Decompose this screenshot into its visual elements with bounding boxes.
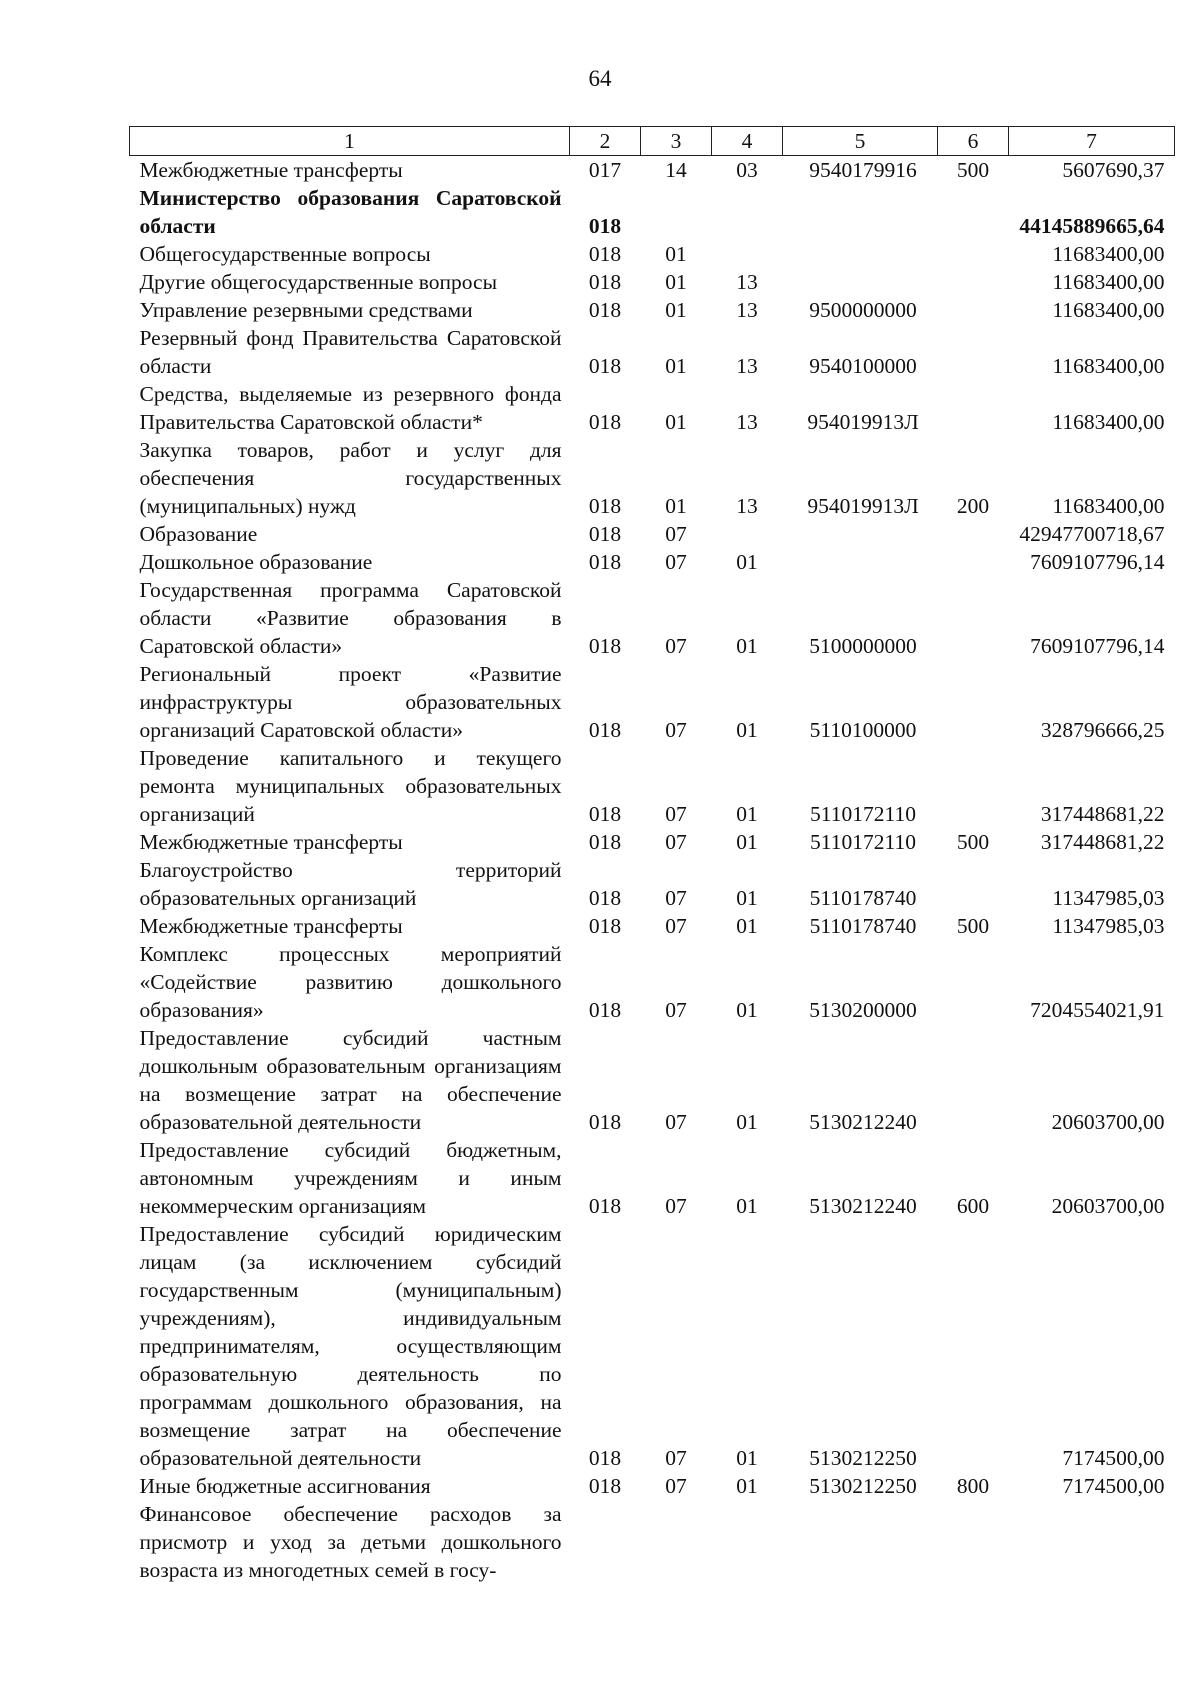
row-section-code: 07	[665, 1194, 687, 1218]
row-subsection-code: 13	[736, 494, 758, 518]
row-expense-type	[938, 296, 1009, 324]
row-amount	[1009, 1500, 1175, 1584]
row-section-code: 07	[665, 522, 687, 546]
row-subsection-code: 01	[736, 1446, 758, 1470]
table-row	[130, 856, 1175, 912]
row-gr-code: 018	[588, 550, 622, 574]
table-row	[130, 380, 1175, 436]
row-name: Образование	[139, 522, 258, 546]
row-amount: 11683400,00	[1052, 410, 1165, 434]
row-expense-type: 200	[956, 494, 990, 518]
row-subsection-code: 01	[736, 718, 758, 742]
row-subsection-code: 01	[736, 886, 758, 910]
row-target-article: 5130200000	[809, 998, 917, 1022]
row-section-code	[641, 1500, 712, 1584]
row-amount: 317448681,22	[1040, 830, 1165, 854]
row-name: Иные бюджетные ассигнования	[139, 1474, 431, 1498]
row-subsection-code: 13	[736, 410, 758, 434]
row-gr-code: 018	[588, 634, 622, 658]
row-expense-type	[938, 324, 1009, 380]
row-name: Благоустройство территорий образовательных организаций	[139, 858, 562, 910]
row-target-article	[783, 1500, 938, 1584]
row-amount: 11683400,00	[1052, 494, 1165, 518]
row-subsection-code: 03	[736, 158, 758, 182]
row-name: Предоставление субсидий частным дошкольным образовательным организациям на возмещение затрат на обеспечение образовательной деятельности	[139, 1026, 562, 1134]
row-target-article	[783, 268, 938, 296]
row-subsection-code: 01	[736, 1194, 758, 1218]
row-expense-type	[938, 856, 1009, 912]
row-gr-code: 018	[588, 802, 622, 826]
row-target-article: 5130212250	[809, 1446, 917, 1470]
row-name: Межбюджетные трансферты	[139, 158, 403, 182]
table-row	[130, 1136, 1175, 1220]
row-target-article: 5110172110	[810, 830, 916, 854]
row-amount: 11347985,03	[1052, 886, 1165, 910]
row-name: Межбюджетные трансферты	[139, 914, 403, 938]
row-subsection-code	[712, 520, 783, 548]
table-row	[130, 324, 1175, 380]
row-subsection-code	[712, 240, 783, 268]
row-section-code: 01	[665, 354, 687, 378]
row-amount: 11347985,03	[1052, 914, 1165, 938]
budget-table	[129, 126, 1175, 1584]
row-gr-code	[570, 1500, 641, 1584]
row-subsection-code: 01	[736, 914, 758, 938]
row-expense-type	[938, 940, 1009, 1024]
row-gr-code: 018	[588, 998, 622, 1022]
table-row	[130, 744, 1175, 828]
row-name: Резервный фонд Правительства Саратовской области	[139, 326, 562, 378]
row-gr-code: 018	[588, 298, 622, 322]
header-col-2: 2	[570, 127, 641, 156]
row-subsection-code: 01	[736, 550, 758, 574]
row-gr-code: 018	[588, 494, 622, 518]
table-row	[130, 1220, 1175, 1472]
row-section-code: 01	[665, 494, 687, 518]
row-expense-type	[938, 240, 1009, 268]
row-gr-code: 018	[588, 886, 622, 910]
row-amount: 317448681,22	[1040, 802, 1165, 826]
row-target-article	[783, 520, 938, 548]
row-expense-type	[938, 1500, 1009, 1584]
row-name: Управление резервными средствами	[139, 298, 473, 322]
row-subsection-code: 01	[736, 802, 758, 826]
row-expense-type	[938, 1024, 1009, 1136]
row-expense-type: 500	[956, 158, 990, 182]
row-amount: 20603700,00	[1051, 1194, 1165, 1218]
row-target-article: 5110178740	[809, 886, 917, 910]
row-gr-code: 018	[588, 522, 622, 546]
row-expense-type	[938, 380, 1009, 436]
row-target-article: 5130212240	[809, 1110, 917, 1134]
row-gr-code: 018	[588, 718, 622, 742]
row-section-code: 07	[665, 550, 687, 574]
row-name: Региональный проект «Развитие инфраструктуры образовательных организаций Саратовской области»	[139, 662, 562, 742]
header-col-1: 1	[130, 127, 570, 156]
table-row	[130, 296, 1175, 324]
row-expense-type	[938, 1220, 1009, 1472]
row-section-code: 14	[665, 158, 687, 182]
table-row	[130, 436, 1175, 520]
table-row	[130, 576, 1175, 660]
row-target-article: 5130212240	[809, 1194, 917, 1218]
row-section-code: 01	[665, 298, 687, 322]
table-row	[130, 268, 1175, 296]
row-name: Межбюджетные трансферты	[139, 830, 403, 854]
row-gr-code: 018	[588, 914, 622, 938]
header-col-7: 7	[1009, 127, 1175, 156]
table-row	[130, 828, 1175, 856]
row-section-code: 07	[665, 802, 687, 826]
row-amount: 11683400,00	[1052, 242, 1165, 266]
row-name: Финансовое обеспечение расходов за присмотр и уход за детьми дошкольного возраста из многодетных семей в госу-	[139, 1502, 562, 1582]
row-amount: 42947700718,67	[1019, 522, 1165, 546]
row-target-article: 5130212250	[809, 1474, 917, 1498]
row-subsection-code: 13	[736, 354, 758, 378]
row-name: Общегосударственные вопросы	[139, 242, 431, 266]
row-gr-code: 018	[588, 214, 622, 238]
row-target-article: 5110100000	[809, 718, 917, 742]
row-section-code: 07	[665, 1110, 687, 1134]
row-section-code: 07	[665, 718, 687, 742]
row-name: Закупка товаров, работ и услуг для обеспечения государственных (муниципальных) нужд	[139, 438, 562, 518]
row-subsection-code: 13	[736, 298, 758, 322]
row-target-article	[783, 184, 938, 240]
row-target-article: 5100000000	[809, 634, 917, 658]
table-row	[130, 156, 1175, 185]
header-col-4: 4	[712, 127, 783, 156]
row-gr-code: 018	[588, 830, 622, 854]
row-subsection-code	[712, 184, 783, 240]
row-gr-code: 018	[588, 270, 622, 294]
row-section-code: 01	[665, 242, 687, 266]
row-name: Министерство образования Саратовской области	[139, 186, 562, 238]
table-row	[130, 520, 1175, 548]
header-col-3: 3	[641, 127, 712, 156]
row-gr-code: 018	[588, 354, 622, 378]
row-section-code: 07	[665, 634, 687, 658]
table-row	[130, 1500, 1175, 1584]
row-expense-type	[938, 744, 1009, 828]
row-amount: 7609107796,14	[1030, 634, 1165, 658]
row-amount: 7174500,00	[1062, 1474, 1165, 1498]
row-subsection-code: 13	[736, 270, 758, 294]
row-amount: 5607690,37	[1062, 158, 1165, 182]
row-target-article	[783, 548, 938, 576]
row-expense-type: 800	[956, 1474, 990, 1498]
row-expense-type	[938, 576, 1009, 660]
table-row	[130, 1472, 1175, 1500]
table-row	[130, 912, 1175, 940]
row-expense-type: 500	[956, 830, 990, 854]
table-header	[130, 127, 1175, 156]
table-body	[130, 156, 1175, 1585]
row-name: Другие общегосударственные вопросы	[139, 270, 498, 294]
row-target-article: 5110172110	[810, 802, 916, 826]
row-target-article: 9540179916	[809, 158, 917, 182]
row-amount: 11683400,00	[1052, 298, 1165, 322]
row-section-code	[641, 184, 712, 240]
row-name: Комплекс процессных мероприятий «Содействие развитию дошкольного образования»	[139, 942, 562, 1022]
row-amount: 7204554021,91	[1030, 998, 1165, 1022]
row-subsection-code: 01	[736, 998, 758, 1022]
row-section-code: 07	[665, 886, 687, 910]
row-amount: 328796666,25	[1040, 718, 1165, 742]
row-target-article: 9540100000	[809, 354, 917, 378]
table-row	[130, 1024, 1175, 1136]
row-expense-type	[938, 660, 1009, 744]
row-target-article: 954019913Л	[807, 494, 919, 518]
row-amount: 44145889665,64	[1019, 214, 1165, 238]
row-gr-code: 018	[588, 1474, 622, 1498]
row-amount: 7174500,00	[1062, 1446, 1165, 1470]
row-section-code: 07	[665, 914, 687, 938]
row-section-code: 01	[665, 410, 687, 434]
page-number: 64	[588, 66, 612, 91]
row-name: Дошкольное образование	[139, 550, 373, 574]
row-expense-type	[938, 268, 1009, 296]
row-target-article: 954019913Л	[807, 410, 919, 434]
row-name: Средства, выделяемые из резервного фонда Правительства Саратовской области*	[139, 382, 562, 434]
row-section-code: 07	[665, 1446, 687, 1470]
row-subsection-code: 01	[736, 1110, 758, 1134]
row-amount: 7609107796,14	[1030, 550, 1165, 574]
row-gr-code: 018	[588, 410, 622, 434]
header-row	[130, 127, 1175, 156]
row-section-code: 07	[665, 998, 687, 1022]
row-expense-type: 600	[956, 1194, 990, 1218]
row-target-article: 9500000000	[809, 298, 917, 322]
row-name: Предоставление субсидий юридическим лицам (за исключением субсидий государственным (муниципальным) учреждениям), индивидуальным предпринимателям, осуществляющим образовательную деятельность по программам дошкольного образования, на возмещение затрат на обеспечение образовательной деятельности	[139, 1222, 562, 1470]
row-name: Государственная программа Саратовской области «Развитие образования в Саратовской области»	[139, 578, 562, 658]
table-row	[130, 548, 1175, 576]
row-gr-code: 018	[588, 1194, 622, 1218]
header-col-5: 5	[783, 127, 938, 156]
row-gr-code: 018	[588, 1446, 622, 1470]
row-gr-code: 017	[588, 158, 622, 182]
row-subsection-code: 01	[736, 1474, 758, 1498]
row-section-code: 07	[665, 830, 687, 854]
row-target-article	[783, 240, 938, 268]
table-row	[130, 660, 1175, 744]
row-amount: 20603700,00	[1051, 1110, 1165, 1134]
table-row	[130, 940, 1175, 1024]
header-col-6: 6	[938, 127, 1009, 156]
row-section-code: 01	[665, 270, 687, 294]
row-amount: 11683400,00	[1052, 270, 1165, 294]
row-expense-type	[938, 184, 1009, 240]
table-row	[130, 184, 1175, 240]
row-name: Предоставление субсидий бюджетным, автономным учреждениям и иным некоммерческим организациям	[139, 1138, 562, 1218]
row-expense-type: 500	[956, 914, 990, 938]
row-subsection-code	[712, 1500, 783, 1584]
row-section-code: 07	[665, 1474, 687, 1498]
row-target-article: 5110178740	[809, 914, 917, 938]
table-row	[130, 240, 1175, 268]
row-subsection-code: 01	[736, 830, 758, 854]
row-subsection-code: 01	[736, 634, 758, 658]
row-expense-type	[938, 548, 1009, 576]
row-expense-type	[938, 520, 1009, 548]
row-amount: 11683400,00	[1052, 354, 1165, 378]
row-gr-code: 018	[588, 1110, 622, 1134]
row-gr-code: 018	[588, 242, 622, 266]
row-name: Проведение капитального и текущего ремонта муниципальных образовательных организаций	[139, 746, 562, 826]
